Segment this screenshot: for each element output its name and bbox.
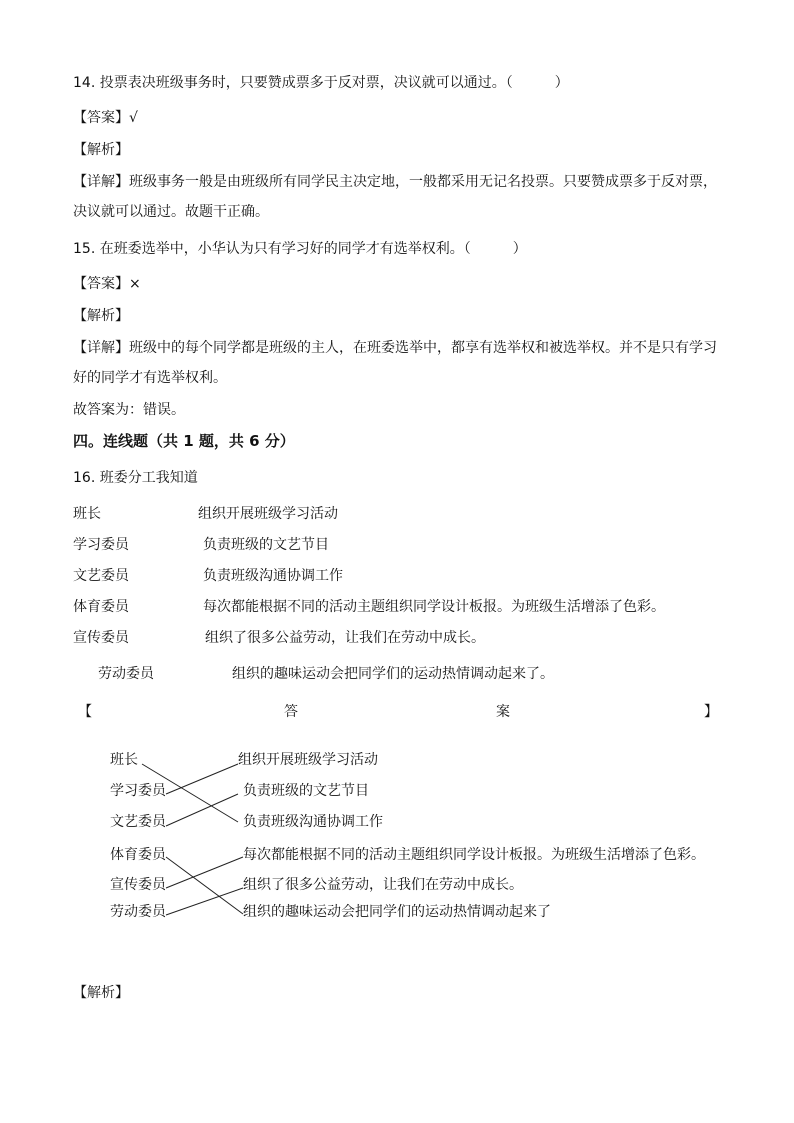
q16-question: 16. 班委分工我知道 — [73, 470, 198, 486]
match-left-item: 文艺委员 — [73, 568, 129, 584]
match-left-item: 班长 — [73, 506, 101, 522]
answer-right-item: 组织的趣味运动会把同学们的运动热情调动起来了 — [243, 904, 551, 920]
answer-char: 案 — [496, 704, 510, 720]
answer-right-item: 组织开展班级学习活动 — [238, 752, 378, 768]
q14-detail-line1: 【详解】班级事务一般是由班级所有同学民主决定地，一般都采用无记名投票。只要赞成票多于反对票， — [73, 174, 717, 190]
match-right-item: 负责班级的文艺节目 — [203, 537, 329, 553]
match-right-item: 负责班级沟通协调工作 — [203, 568, 343, 584]
answer-right-item: 负责班级沟通协调工作 — [243, 814, 383, 830]
connector-line — [166, 794, 238, 826]
match-right-item: 组织的趣味运动会把同学们的运动热情调动起来了。 — [232, 666, 554, 682]
q15-conclusion: 故答案为：错误。 — [73, 402, 185, 418]
match-left-item: 学习委员 — [73, 537, 129, 553]
q15-question: 15. 在班委选举中，小华认为只有学习好的同学才有选举权利。（ ） — [73, 241, 527, 257]
connector-line — [142, 764, 238, 822]
match-left-item: 体育委员 — [73, 599, 129, 615]
connector-line — [166, 857, 243, 914]
answer-right-item: 每次都能根据不同的活动主题组织同学设计板报。为班级生活增添了色彩。 — [243, 847, 705, 863]
answer-mark: × — [129, 276, 141, 292]
answer-left-item: 文艺委员 — [110, 814, 166, 830]
q16-analysis-label: 【解析】 — [73, 985, 129, 1001]
match-right-item: 组织了很多公益劳动，让我们在劳动中成长。 — [205, 630, 485, 646]
answer-right-item: 负责班级的文艺节目 — [243, 783, 369, 799]
q14-analysis-label: 【解析】 — [73, 142, 129, 158]
answer-left-item: 体育委员 — [110, 847, 166, 863]
bracket-open: 【 — [78, 704, 92, 720]
match-left-item: 劳动委员 — [98, 666, 154, 682]
match-right-item: 组织开展班级学习活动 — [198, 506, 338, 522]
connector-line — [166, 764, 238, 794]
q15-detail-line1: 【详解】班级中的每个同学都是班级的主人，在班委选举中，都享有选举权和被选举权。并不是只有学习 — [73, 340, 717, 356]
match-right-item: 每次都能根据不同的活动主题组织同学设计板报。为班级生活增添了色彩。 — [203, 599, 665, 615]
answer-left-item: 学习委员 — [110, 783, 166, 799]
answer-right-item: 组织了很多公益劳动，让我们在劳动中成长。 — [243, 877, 523, 893]
answer-char: 答 — [284, 704, 298, 720]
q15-analysis-label: 【解析】 — [73, 308, 129, 324]
connector-line — [166, 857, 243, 888]
section-title: 四。连线题（共 1 题，共 6 分） — [73, 432, 295, 450]
connector-line — [166, 888, 243, 915]
answer-left-item: 宣传委员 — [110, 877, 166, 893]
match-left-item: 宣传委员 — [73, 630, 129, 646]
answer-label: 【答案】 — [73, 110, 129, 126]
answer-left-item: 班长 — [110, 752, 138, 768]
answer-left-item: 劳动委员 — [110, 904, 166, 920]
answer-label: 【答案】 — [73, 276, 129, 292]
q15-detail-line2: 好的同学才有选举权利。 — [73, 370, 227, 386]
q14-detail-line2: 决议就可以通过。故题干正确。 — [73, 204, 269, 220]
q14-question: 14. 投票表决班级事务时，只要赞成票多于反对票，决议就可以通过。（ ） — [73, 75, 569, 91]
bracket-close: 】 — [704, 704, 718, 720]
answer-mark: √ — [129, 110, 138, 126]
